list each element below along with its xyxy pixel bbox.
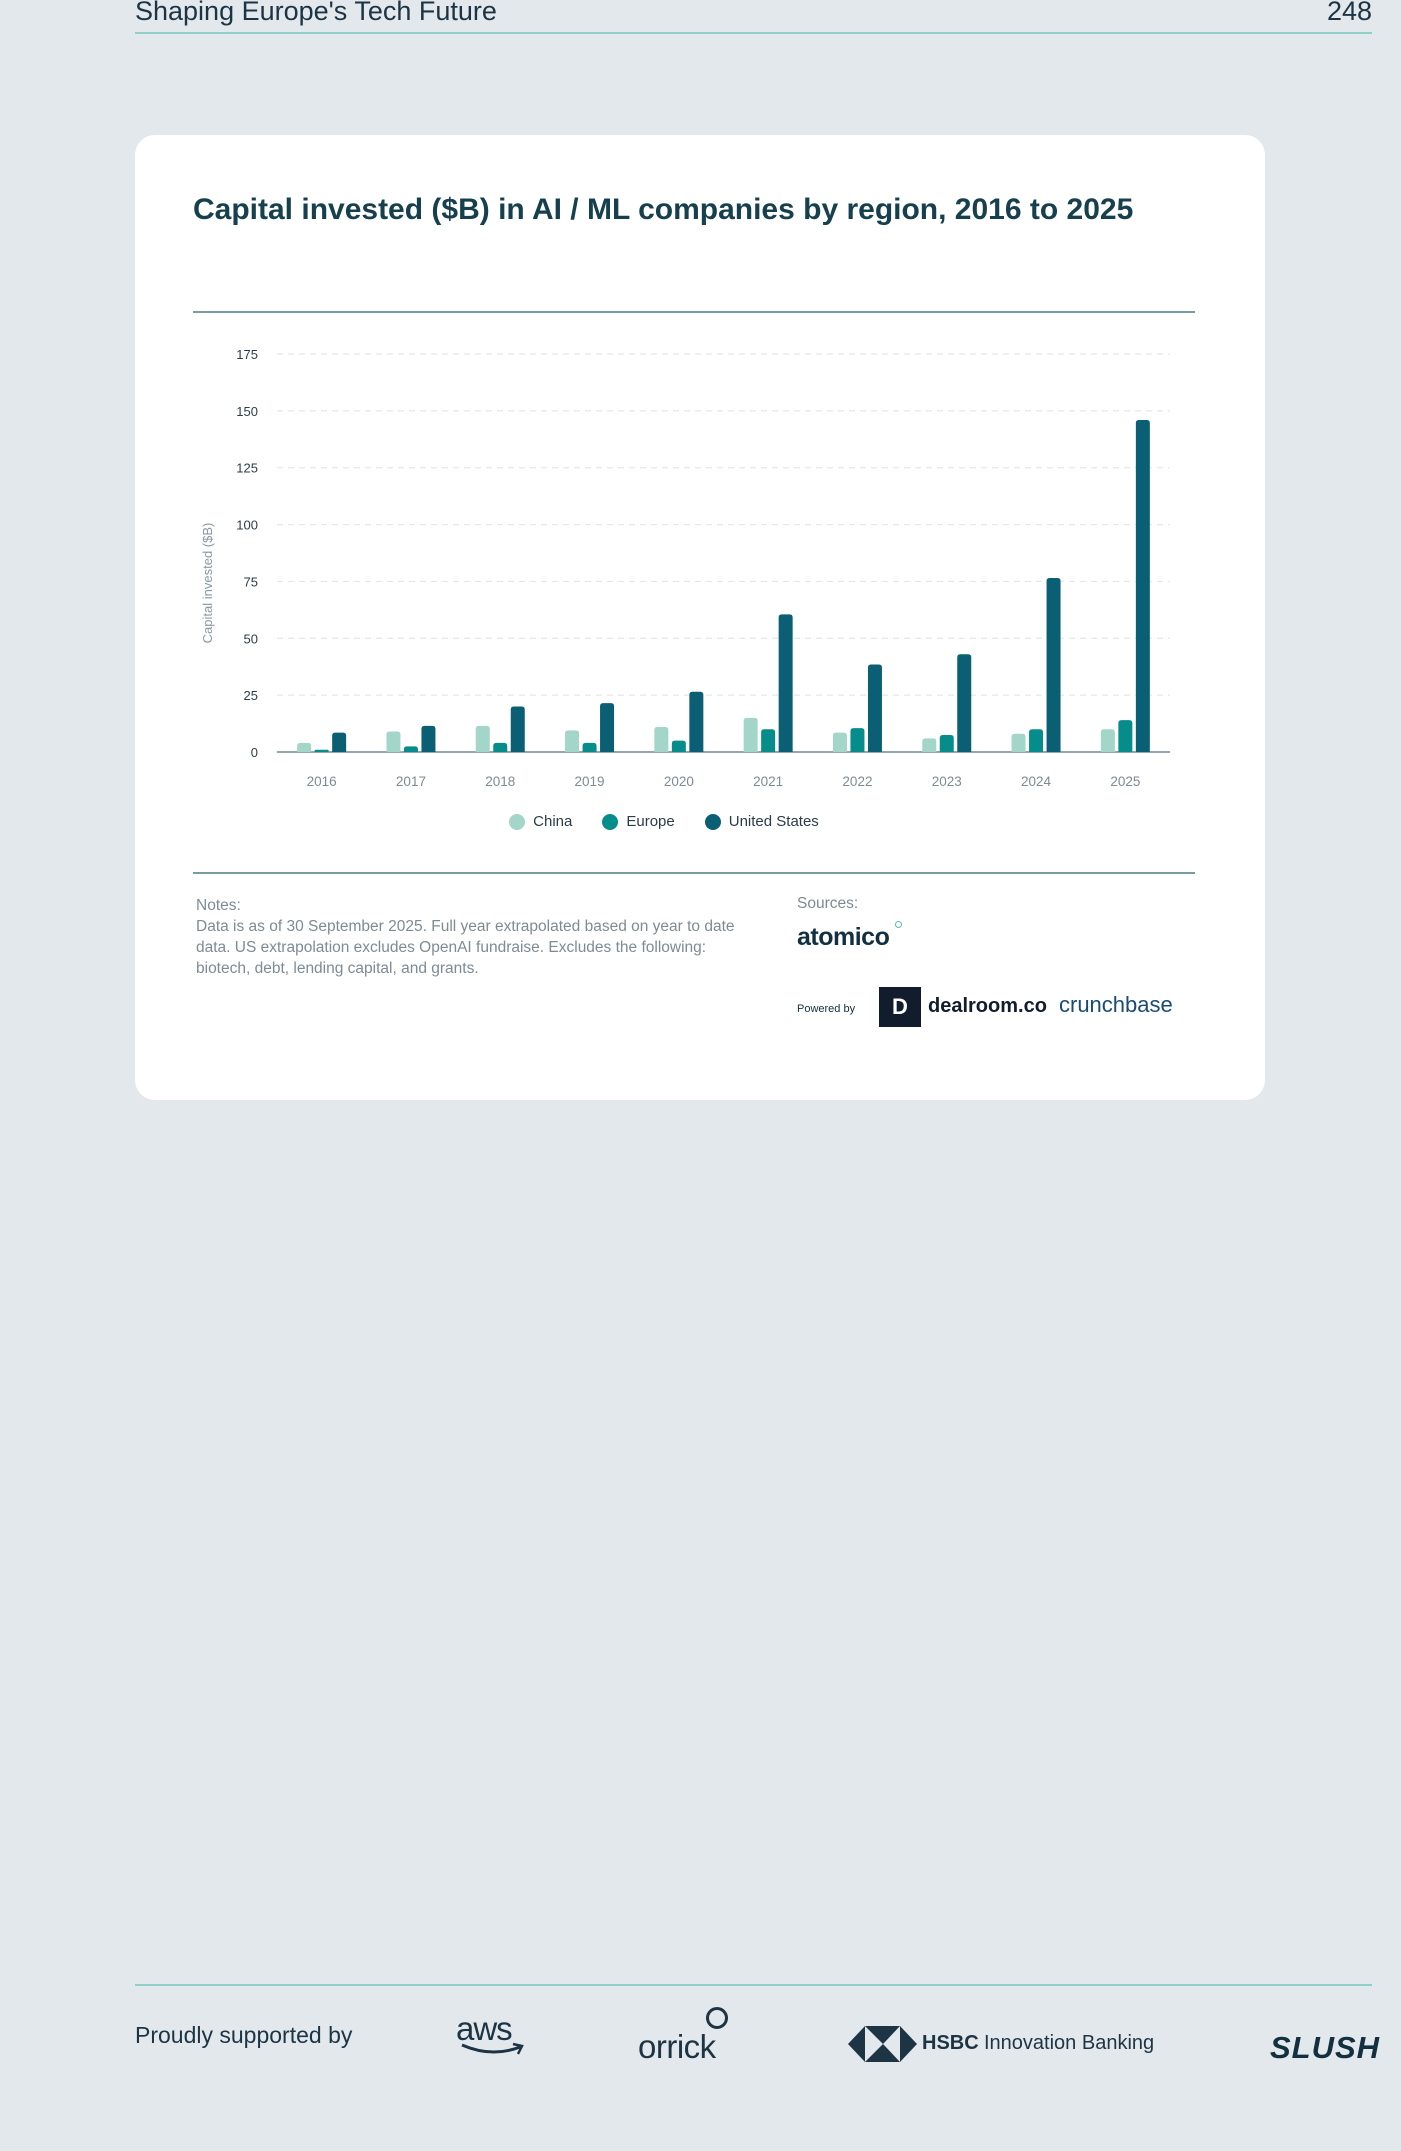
y-tick-label: 0 (250, 745, 258, 760)
y-tick-label: 100 (236, 517, 258, 533)
bar-europe-2022 (850, 728, 864, 752)
legend-item (509, 813, 572, 830)
bar-united-states-2021 (779, 614, 793, 752)
bar-europe-2017 (404, 746, 418, 752)
x-tick-label: 2016 (306, 774, 337, 789)
bar-china-2016 (297, 743, 311, 752)
sources (797, 895, 1217, 1019)
bar-china-2019 (565, 730, 579, 752)
bar-china-2024 (1012, 734, 1026, 752)
atomico-logo: atomico (797, 923, 890, 951)
hsbc-logo (848, 2026, 1188, 2062)
powered-by-row (797, 987, 1217, 1029)
legend-label: United States (728, 813, 819, 830)
bar-europe-2025 (1118, 720, 1132, 752)
page-header (135, 0, 1372, 34)
divider-bottom (193, 872, 1195, 874)
legend-swatch (509, 814, 525, 830)
bar-china-2017 (386, 732, 400, 752)
orrick-ring-icon (706, 2007, 728, 2029)
bar-china-2021 (744, 718, 758, 752)
chart-card (135, 135, 1265, 1100)
bar-europe-2016 (315, 750, 329, 752)
y-tick-label: 25 (243, 688, 258, 704)
bar-europe-2019 (583, 743, 597, 752)
x-tick-label: 2024 (1021, 774, 1052, 789)
aws-logo (456, 2012, 531, 2062)
x-tick-label: 2020 (663, 774, 694, 789)
notes-heading: Notes: (196, 897, 241, 914)
chart-legend (99, 813, 1229, 830)
supported-by-label: Proudly supported by (135, 2022, 353, 2048)
legend-item (602, 813, 674, 830)
powered-by-label: Powered by (797, 1003, 856, 1015)
bar-united-states-2024 (1047, 578, 1061, 752)
bar-china-2020 (654, 727, 668, 752)
x-tick-label: 2017 (395, 774, 426, 789)
bar-united-states-2020 (689, 692, 703, 752)
atomico-dot-icon (895, 921, 902, 928)
x-tick-label: 2021 (753, 774, 784, 789)
y-tick-label: 125 (236, 460, 258, 476)
notes-text: Data is as of 30 September 2025. Full year extrapolated based on year to date data. US extrapolation excludes OpenAI fundraise. Excludes the following: biotech, debt, lending capital, and grants. (196, 918, 735, 977)
bar-united-states-2017 (421, 726, 435, 752)
dealroom-logo-icon: D (879, 987, 921, 1027)
y-tick-label: 175 (236, 347, 258, 362)
y-tick-label: 50 (243, 631, 258, 647)
slush-logo: SLUSH (1270, 2030, 1381, 2065)
orrick-logo (638, 2006, 738, 2066)
y-axis-label: Capital invested ($B) (200, 522, 215, 644)
x-tick-label: 2022 (842, 774, 873, 789)
aws-smile-icon (460, 2042, 528, 2056)
legend-swatch (602, 814, 618, 830)
bar-united-states-2022 (868, 664, 882, 752)
bar-europe-2018 (493, 743, 507, 752)
y-tick-label: 75 (243, 574, 258, 590)
notes (196, 895, 756, 979)
hsbc-hexagon-icon (848, 2026, 918, 2062)
aws-wordmark: aws (456, 2010, 512, 2047)
orrick-wordmark: orrick (638, 2028, 716, 2065)
legend-swatch (705, 814, 721, 830)
sources-heading: Sources: (797, 895, 859, 912)
bar-china-2018 (476, 726, 490, 752)
y-tick-label: 150 (236, 403, 258, 419)
footer-divider (135, 1984, 1372, 1986)
bar-chart (135, 325, 1265, 795)
x-tick-label: 2018 (485, 774, 516, 789)
hsbc-wordmark: HSBC (922, 2032, 979, 2054)
dealroom-logo: dealroom.co (928, 995, 1047, 1017)
bar-europe-2021 (761, 729, 775, 752)
hsbc-innovation-banking: Innovation Banking (984, 2032, 1155, 2054)
bar-united-states-2019 (600, 703, 614, 752)
crunchbase-logo: crunchbase (1059, 992, 1173, 1017)
x-tick-label: 2023 (931, 774, 962, 789)
x-tick-label: 2025 (1110, 774, 1141, 789)
bar-united-states-2018 (511, 707, 525, 752)
divider-top (193, 311, 1195, 313)
legend-label: China (533, 813, 573, 830)
x-tick-label: 2019 (574, 774, 605, 789)
bar-united-states-2025 (1136, 420, 1150, 752)
legend-item (705, 813, 819, 830)
bar-europe-2023 (940, 735, 954, 752)
bar-europe-2020 (672, 741, 686, 752)
chart-title: Capital invested ($B) in AI / ML companies by region, 2016 to 2025 (193, 193, 1134, 226)
bar-china-2023 (922, 738, 936, 752)
bar-china-2025 (1101, 729, 1115, 752)
page-number: 248 (1326, 0, 1372, 26)
bar-united-states-2023 (957, 654, 971, 752)
document-title: Shaping Europe's Tech Future (135, 0, 497, 26)
bar-china-2022 (833, 733, 847, 752)
legend-label: Europe (626, 813, 675, 830)
bar-europe-2024 (1029, 729, 1043, 752)
bar-united-states-2016 (332, 733, 346, 752)
